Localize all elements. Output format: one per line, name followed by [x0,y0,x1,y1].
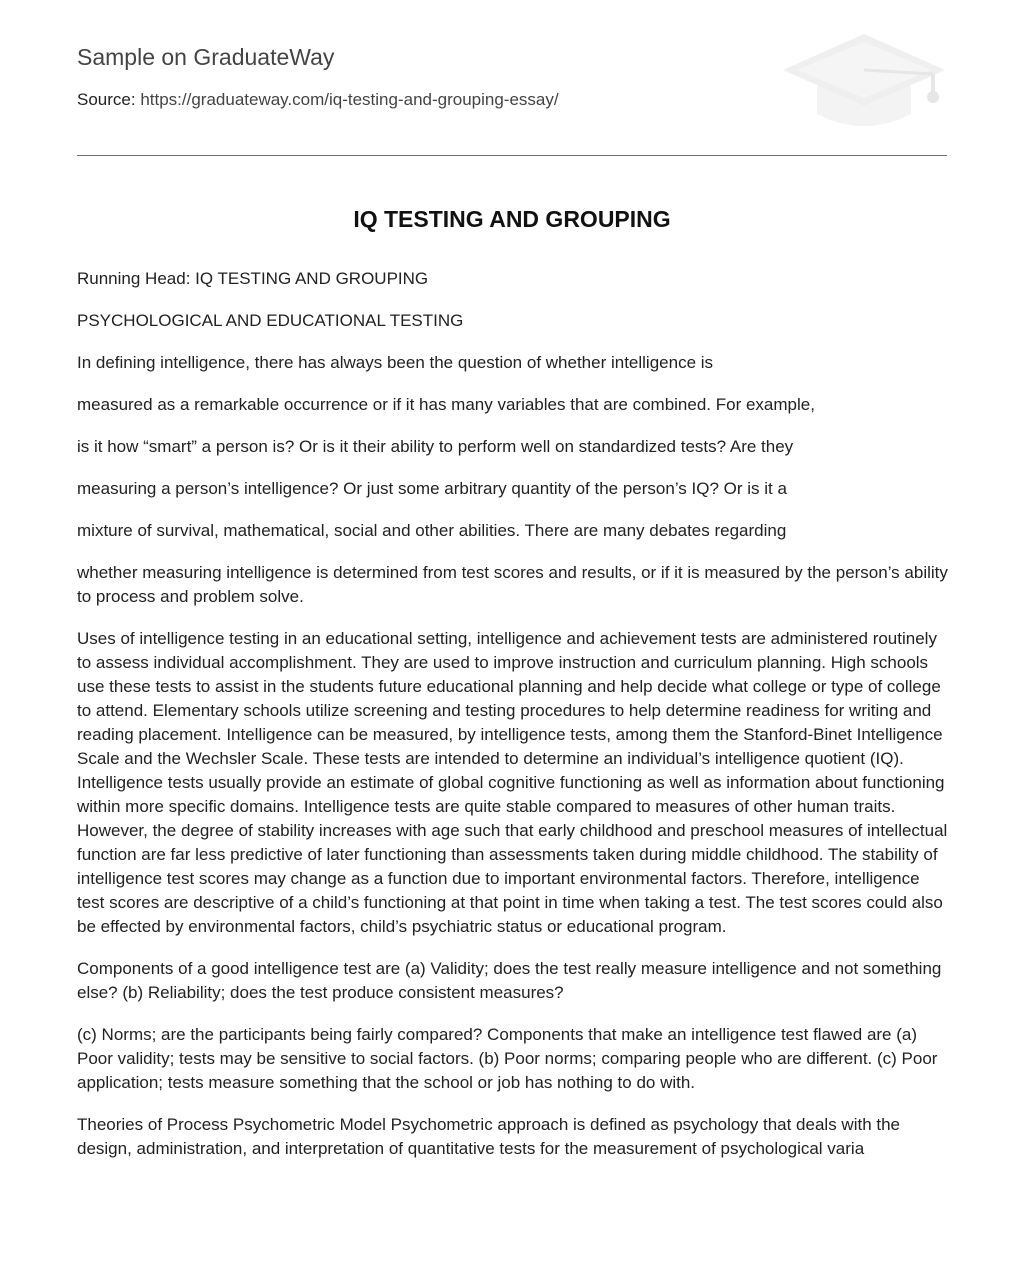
source-label: Source: [77,90,141,109]
source-link[interactable]: https://graduateway.com/iq-testing-and-grouping-essay/ [140,90,559,109]
paragraph: Components of a good intelligence test are (a) Validity; does the test really measure intelligence and not something else? (b) Reliability; does the test produce consistent measures? [77,959,942,1002]
paragraph: measured as a remarkable occurrence or if it has many variables that are combined. For example, [77,395,815,414]
paragraph: In defining intelligence, there has always been the question of whether intelligence is [77,353,714,372]
graduation-cap-icon [781,30,947,134]
paragraph: whether measuring intelligence is determined from test scores and results, or if it is measured by the person’s ability to process and problem solve. [77,563,948,606]
page-header [77,0,947,156]
paragraph: mixture of survival, mathematical, social and other abilities. There are many debates regarding [77,521,787,540]
paragraph: Uses of intelligence testing in an educational setting, intelligence and achievement tests are administered routinely to assess individual accomplishment. They are used to improve instruction and curriculum planning. High schools use these tests to assist in the students future educational planning and help decide what college or type of college to attend. Elementary schools utilize screening and testing procedures to help determine readiness for writing and reading placement. Intelligence can be measured, by intelligence tests, among them the Stanford-Binet Intelligence Scale and the Wechsler Scale. These tests are intended to determine an individual’s intelligence quotient (IQ). Intelligence tests usually provide an estimate of global cognitive functioning as well as information about functioning within more specific domains. Intelligence tests are quite stable compared to measures of other human traits. However, the degree of stability increases with age such that early childhood and preschool measures of intellectual function are far less predictive of later functioning than assessments taken during middle childhood. The stability of intelligence test scores may change as a function due to important environmental factors. Therefore, intelligence test scores are descriptive of a child’s functioning at that point in time when taking a test. The test scores could also be effected by environmental factors, child’s psychiatric status or educational program. [77,629,948,936]
paragraph: measuring a person’s intelligence? Or just some arbitrary quantity of the person’s IQ? Or is it a [77,479,787,498]
source-line [77,90,559,110]
document-body [77,267,949,1179]
paragraph: PSYCHOLOGICAL AND EDUCATIONAL TESTING [77,311,464,330]
site-title: Sample on GraduateWay [77,44,335,70]
paragraph: is it how “smart” a person is? Or is it their ability to perform well on standardized tests? Are they [77,437,794,456]
document-title: IQ TESTING AND GROUPING [353,206,671,232]
paragraph: Running Head: IQ TESTING AND GROUPING [77,269,429,288]
paragraph: Theories of Process Psychometric Model Psychometric approach is defined as psychology that deals with the design, administration, and interpretation of quantitative tests for the measurement of psychological varia [77,1115,901,1158]
paragraph: (c) Norms; are the participants being fairly compared? Components that make an intelligence test flawed are (a) Poor validity; tests may be sensitive to social factors. (b) Poor norms; comparing people who are different. (c) Poor application; tests measure something that the school or job has nothing to do with. [77,1025,938,1092]
header-divider [77,155,947,156]
